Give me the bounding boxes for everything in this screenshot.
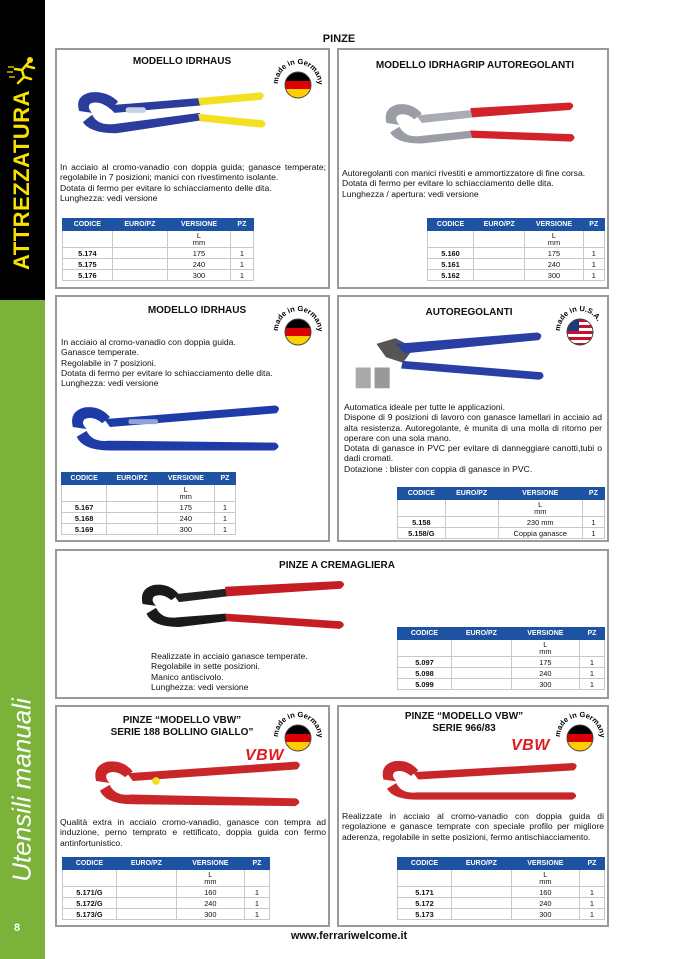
header-pz: PZ [579,628,604,640]
product-panel-autoregolanti [337,295,609,542]
cell-version: 175 [157,502,214,513]
description-line: Dotata di ganasce in PVC per evitare di danneggiare canotti,tubi o dadi cromati. [344,443,602,464]
header-pz: PZ [579,858,604,870]
cell-version: Coppia ganasce [498,528,582,539]
unit-label: mm [547,238,561,247]
footer-url[interactable]: www.ferrariwelcome.it [290,930,408,942]
description-line: Lunghezza: vedi versione [60,192,158,203]
cell-version: 175 [511,657,579,668]
product-panel-idrhagrip [337,48,609,289]
header-version: VERSIONE [511,858,579,870]
header-code: CODICE [428,219,474,231]
header-code: CODICE [398,488,446,500]
cell-price [107,502,157,513]
cell-version: 230 mm [498,517,582,528]
product-title: AUTOREGOLANTI [425,307,513,318]
table-header-row [398,628,605,640]
unit-label: mm [534,507,547,516]
unit-row [398,500,605,517]
cell-code: 5.169 [62,524,107,535]
cell-price [451,887,511,898]
product-title [87,715,277,739]
svg-text:made in Germany: made in Germany [270,56,326,85]
product-description [61,337,327,388]
table-row [63,248,254,259]
cell-code: 5.172/G [63,898,117,909]
unit-row [62,485,236,502]
product-title: PINZE A CREMAGLIERA [279,560,395,571]
cell-code: 5.161 [428,259,474,270]
cell-code: 5.175 [63,259,113,270]
cell-version: 300 [176,909,244,920]
description-line: Lunghezza: vedi versione [61,378,159,389]
cell-price [451,679,511,690]
table-row [398,679,605,690]
header-code: CODICE [398,858,452,870]
description-line: Lunghezza: vedi versione [151,681,249,692]
table-row [398,898,605,909]
cell-pz: 1 [582,517,604,528]
header-pz: PZ [230,219,253,231]
cell-pz: 1 [214,524,235,535]
cell-version: 240 [157,513,214,524]
table-row [398,668,605,679]
table-row [428,270,605,281]
unit-row [428,231,605,248]
cell-pz: 1 [582,528,604,539]
header-code: CODICE [398,628,452,640]
unit-label: L [543,639,548,649]
spec-table [397,627,605,690]
unit-label: mm [179,492,192,501]
cell-code: 5.097 [398,657,452,668]
unit-label: L [183,484,188,494]
table-row [62,502,236,513]
product-title: MODELLO IDRHAGRIP AUTOREGOLANTI [375,60,575,71]
header-pz: PZ [214,473,235,485]
cell-code: 5.158 [398,517,446,528]
cell-code: 5.172 [398,898,452,909]
table-row [63,898,270,909]
unit-row [398,640,605,657]
cell-pz: 1 [583,270,604,281]
table-row [63,270,254,281]
cell-pz: 1 [579,668,604,679]
cell-version: 240 [525,259,583,270]
cell-price [474,259,525,270]
cell-price [451,657,511,668]
cell-price [451,668,511,679]
description-line: Manico antiscivolo. [151,671,224,682]
vbw-logo: VBW [511,737,550,754]
cell-version: 175 [168,248,231,259]
cell-code: 5.167 [62,502,107,513]
product-title [379,711,549,735]
unit-label: L [543,869,548,879]
pliers-image [135,575,355,633]
header-version: VERSIONE [176,858,244,870]
header-price: EURO/PZ [107,473,157,485]
header-code: CODICE [63,858,117,870]
cell-pz: 1 [579,887,604,898]
unit-label: L [196,230,202,240]
cell-price [107,513,157,524]
made-in-usa-badge [551,299,609,357]
spec-table [61,472,236,535]
table-row [398,528,605,539]
description-line: Dotazione : blister con coppia di ganasce in PVC. [344,463,533,474]
table-row [398,887,605,898]
pliers-image [369,752,594,807]
description-line: Realizzate in acciaio al cromo-vanadio con doppia guida di regolazione e ganasce temprate con speciale profilo per migliore aderenza, regolabile in sette posizioni, fermo antischiacciamento. [342,811,604,842]
spec-table [397,857,605,920]
product-description [60,817,326,848]
header-pz: PZ [244,858,269,870]
product-description [344,402,602,474]
unit-label: mm [204,877,217,886]
svg-text:made in Germany: made in Germany [552,709,608,738]
table-row [398,517,605,528]
product-panel-idrhaus-2 [55,295,330,542]
cell-pz: 1 [244,909,269,920]
unit-label: mm [192,238,206,247]
table-row [63,887,270,898]
cell-price [116,887,176,898]
table-header-row [428,219,605,231]
table-header-row [63,219,254,231]
cell-version: 240 [168,259,231,270]
unit-label: L [538,499,543,509]
cell-price [445,528,498,539]
cell-code: 5.174 [63,248,113,259]
cell-pz: 1 [244,887,269,898]
product-description [342,811,604,842]
category-title: Utensili manuali [6,698,37,882]
cell-version: 160 [176,887,244,898]
cell-price [445,517,498,528]
table-row [398,909,605,920]
table-header-row [398,858,605,870]
description-line: Realizzate in acciaio ganasce temperate. [151,651,308,661]
description-line: Qualità extra in acciaio cromo-vanadio, ganasce con tempra ad induzione, perno temprato e rettificato, doppia guida con fermo antinfortunistico. [60,817,326,848]
pliers-image [347,325,557,410]
table-row [62,524,236,535]
cell-pz: 1 [230,259,253,270]
title-line: SERIE 188 BOLLINO GIALLO” [110,727,254,738]
header-version: VERSIONE [498,488,582,500]
header-price: EURO/PZ [445,488,498,500]
page-heading: PINZE [322,33,356,45]
description-line: Dotata di fermo per evitare lo schiacciamento delle dita. [342,178,554,189]
description-line: Dotata di fermo per evitare lo schiacciamento delle dita. [61,367,273,378]
svg-text:made in U.S.A.: made in U.S.A. [552,303,604,332]
cell-code: 5.171 [398,887,452,898]
cell-code: 5.160 [428,248,474,259]
header-pz: PZ [582,488,604,500]
cell-price [451,909,511,920]
svg-text:made in Germany: made in Germany [270,709,326,738]
description-line: Dotata di fermo per evitare lo schiacciamento delle dita. [60,182,272,193]
header-price: EURO/PZ [451,628,511,640]
table-row [62,513,236,524]
cell-pz: 1 [230,270,253,281]
cell-price [116,898,176,909]
unit-label: mm [539,877,552,886]
cell-version: 240 [511,898,579,909]
pliers-image [65,397,290,457]
unit-label: mm [539,647,552,656]
cell-price [112,259,167,270]
description-line: Regolabile in 7 posizioni. [61,357,157,368]
runner-icon [6,55,40,85]
header-version: VERSIONE [511,628,579,640]
product-panel-cremagliera [55,549,609,699]
table-row [63,909,270,920]
cell-pz: 1 [583,248,604,259]
description-line: Automatica ideale per tutte le applicazioni. [344,402,505,412]
title-line: PINZE “MODELLO VBW” [404,711,524,722]
cell-price [451,898,511,909]
cell-pz: 1 [244,898,269,909]
table-header-row [62,473,236,485]
pliers-image [379,95,584,151]
cell-code: 5.098 [398,668,452,679]
spec-table [62,857,270,920]
cell-pz: 1 [230,248,253,259]
cell-pz: 1 [214,502,235,513]
cell-pz: 1 [579,898,604,909]
unit-row [398,870,605,887]
cell-version: 160 [511,887,579,898]
cell-code: 5.158/G [398,528,446,539]
table-row [63,259,254,270]
product-panel-vbw-966 [337,705,609,927]
unit-label: L [551,230,557,240]
table-row [428,248,605,259]
cell-version: 300 [511,909,579,920]
header-price: EURO/PZ [116,858,176,870]
section-title: ATTREZZATURA [9,90,34,270]
spec-table [397,487,605,539]
product-description [151,651,381,692]
cell-code: 5.162 [428,270,474,281]
cell-price [474,270,525,281]
unit-label: L [208,869,213,879]
spec-table [62,218,254,281]
header-code: CODICE [63,219,113,231]
cell-pz: 1 [579,909,604,920]
cell-pz: 1 [583,259,604,270]
description-line: Regolabile in sette posizioni. [151,661,260,672]
description-line: In acciaio al cromo-vanadio con doppia guida; ganasce temperate; regolabile in 7 posizioni; manici con rivestimento isolante. [60,162,326,183]
product-title: MODELLO IDRHAUS [147,305,247,316]
product-panel-vbw-188 [55,705,330,927]
cell-pz: 1 [579,679,604,690]
cell-price [107,524,157,535]
cell-version: 300 [168,270,231,281]
cell-code: 5.173/G [63,909,117,920]
description-line: Ganasce temperate. [61,347,139,358]
table-header-row [63,858,270,870]
title-line: PINZE “MODELLO VBW” [122,715,242,726]
cell-code: 5.099 [398,679,452,690]
made-in-germany-badge [269,52,327,110]
cell-version: 240 [176,898,244,909]
cell-code: 5.176 [63,270,113,281]
product-description [342,168,604,199]
spec-table [427,218,605,281]
pliers-image [87,752,312,810]
pliers-image [67,85,277,150]
cell-price [112,270,167,281]
header-price: EURO/PZ [474,219,525,231]
cell-version: 300 [157,524,214,535]
table-header-row [398,488,605,500]
svg-text:made in Germany: made in Germany [270,303,326,332]
cell-version: 175 [525,248,583,259]
vbw-logo: VBW [245,747,284,764]
description-line: Autoregolanti con manici rivestiti e ammortizzatore di fine corsa. [342,168,586,178]
cell-price [474,248,525,259]
unit-row [63,231,254,248]
description-line: In acciaio al cromo-vanadio con doppia guida. [61,337,236,347]
cell-pz: 1 [579,657,604,668]
header-code: CODICE [62,473,107,485]
cell-code: 5.173 [398,909,452,920]
page-number: 8 [14,922,21,934]
header-version: VERSIONE [168,219,231,231]
cell-price [116,909,176,920]
product-title: MODELLO IDRHAUS [132,56,232,67]
header-price: EURO/PZ [112,219,167,231]
unit-row [63,870,270,887]
table-row [428,259,605,270]
title-line: SERIE 966/83 [432,723,496,734]
cell-code: 5.171/G [63,887,117,898]
cell-price [112,248,167,259]
table-row [398,657,605,668]
header-version: VERSIONE [157,473,214,485]
description-line: Dispone di 9 posizioni di lavoro con ganasce lamellari in acciaio ad alta resistenza. Autoregolante, è munita di una molla di ritorno per operare con una sola mano. [344,412,602,443]
header-version: VERSIONE [525,219,583,231]
cell-version: 300 [511,679,579,690]
cell-pz: 1 [214,513,235,524]
cell-version: 240 [511,668,579,679]
description-line: Lunghezza / apertura: vedi versione [342,188,479,199]
product-panel-idrhaus-1 [55,48,330,289]
header-pz: PZ [583,219,604,231]
cell-code: 5.168 [62,513,107,524]
product-description [60,162,326,203]
header-price: EURO/PZ [451,858,511,870]
cell-version: 300 [525,270,583,281]
